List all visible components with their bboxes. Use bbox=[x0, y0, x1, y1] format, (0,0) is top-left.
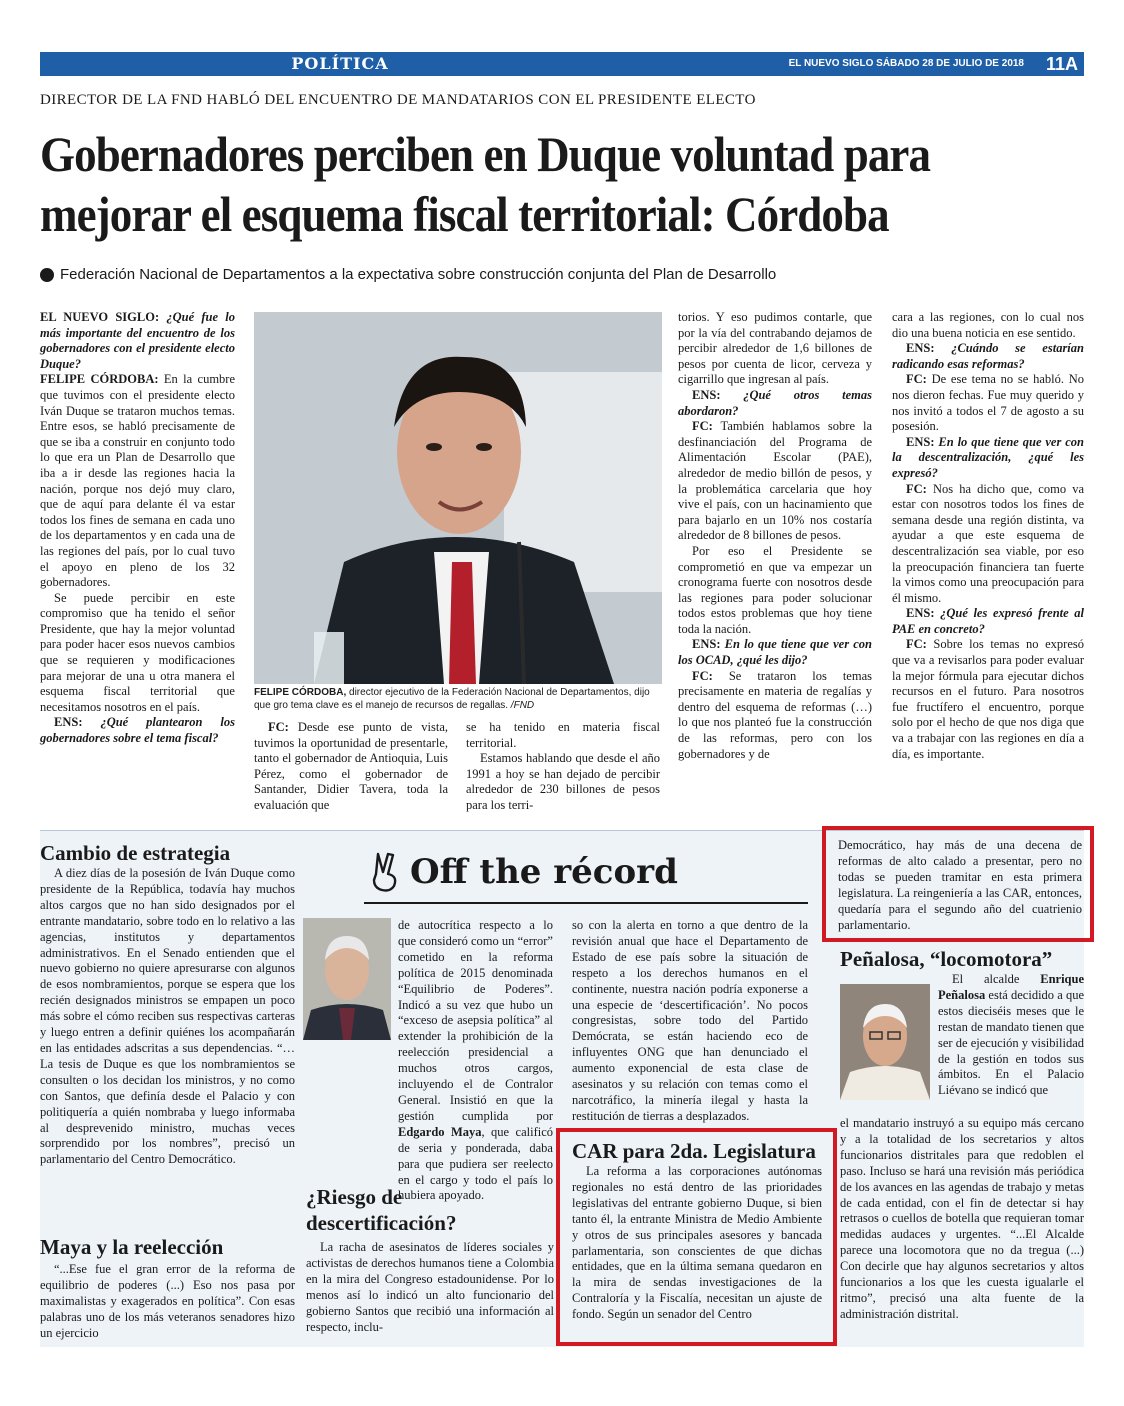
ens-label: ENS: bbox=[906, 606, 935, 621]
bullet-icon bbox=[40, 268, 54, 282]
fc-label: FC: bbox=[268, 720, 289, 734]
section-text-penalosa-a bbox=[938, 972, 1084, 1099]
off-the-record-title: Off the récord bbox=[410, 852, 678, 892]
paragraph: Estamos hablando que desde el año 1991 a hoy se han dejado de percibir alrededor de 230 billones de pesos para los terri- bbox=[466, 751, 660, 812]
headline-line-2: mejorar el esquema fiscal territorial: Córdoba bbox=[40, 186, 889, 242]
paragraph: “...Ese fue el gran error de la reforma de equilibrio de poderes (...) Eso nos pasa por maximalistas y exagerados en política”. Con esas palabras uno de los más veteranos senadores hizo un ejercicio bbox=[40, 1262, 295, 1340]
answer: Nos ha dicho que, como va estar con nosotros todos los fines de semana desde una región distinta, va ayudar a que este esquema de descentralización sea viable, por eso la preocupación financiera tan fuerte la vimos como una preocupación para él mismo. bbox=[892, 481, 1084, 605]
paragraph: torios. Y eso pudimos contarle, que por la vía del contrabando dejamos de percibir alrededor de 1,6 billones de pesos por cuenta de licor, cerveza y cigarrillo que ingresan al país. bbox=[678, 310, 872, 387]
fc-label: FC: bbox=[906, 637, 927, 652]
fc-label: FC: bbox=[906, 372, 927, 387]
section-title-maya: Maya y la reelección bbox=[40, 1235, 224, 1259]
answer: De ese tema no se habló. No nos dieron fechas. Fue muy querido y nos invitó a todos el 7 de agosto a su posesión. bbox=[892, 372, 1084, 434]
question: ¿Qué plantearon los gobernadores sobre el tema fiscal? bbox=[40, 715, 235, 746]
section-text-cambio bbox=[40, 866, 295, 1168]
ens-label: ENS: bbox=[692, 387, 721, 402]
ens-label: ENS: bbox=[692, 637, 721, 652]
section-text-riesgo-b bbox=[572, 918, 808, 1125]
caption-name: FELIPE CÓRDOBA, bbox=[254, 687, 347, 698]
caption-credit: /FND bbox=[508, 700, 535, 711]
portrait-illustration bbox=[254, 312, 662, 684]
edgardo-maya-photo bbox=[303, 918, 391, 1040]
question: En lo que tiene que ver con los OCAD, ¿qué les dijo? bbox=[678, 637, 872, 668]
section-text-maya-b bbox=[398, 918, 553, 1204]
section-band bbox=[40, 52, 1084, 76]
paragraph: Se puede percibir en este compromiso que ha tenido el señor Presidente, que hay la mejor voluntad para poder hacer esos nuevos cambios que se requieren y modificaciones para mejorar de una u otra manera el esquema fiscal territorial que necesitamos nosotros en el país. bbox=[40, 590, 235, 714]
paragraph: La racha de asesinatos de líderes sociales y activistas de derechos humanos tiene a Colombia en la mira del Congreso estadounidense. Por lo menos así lo indicó un alto funcionario del gobierno Santos que recibió una información al respecto, inclu- bbox=[306, 1240, 554, 1334]
paragraph: , que calificó de seria y ponderada, daba para que pudiera ser reelecto en el cargo y todo el país lo hubiera apoyado. bbox=[398, 1124, 553, 1203]
kicker: DIRECTOR DE LA FND HABLÓ DEL ENCUENTRO DE MANDATARIOS CON EL PRESIDENTE ELECTO bbox=[40, 92, 756, 108]
ens-label: ENS: bbox=[906, 434, 935, 449]
caption-text: director ejecutivo de la Federación Nacional de Departamentos, dijo que gro tema clave es el manejo de recursos de regallas. bbox=[254, 687, 650, 711]
paragraph: Por eso el Presidente se comprometió en que va empezar un cronograma fuerte con nosotros desde las regiones para poder solucionar todos estos problemas que hoy tiene toda la nación. bbox=[678, 543, 872, 636]
paragraph: el mandatario instruyó a su equipo más cercano y a la totalidad de los secretarios y altos funcionarios distritales para que redoblen el paso. Incluso se hará una revisión más periódica de los avances en las agendas de trabajo y metas de cada entidad, con el fin de detectar si hay retrasos o cuellos de botella que requieran tomar medidas audaces y urgentes. “...El Alcalde parece una locomotora que no da tregua (...) Con decirle que hay algunos secretarios y altos funcionarios a los que les cuesta igualarle el ritmo”, precisó una alta fuente de la administración distrital. bbox=[840, 1116, 1084, 1321]
section-text-maya-a bbox=[40, 1262, 295, 1342]
answer: Se trataron los temas precisamente en materia de regalías y dentro del esquema de reformas (…) lo que nos planteó fue la construcción de las reformas, pero con los gobernadores y de bbox=[678, 668, 872, 761]
paragraph: A diez días de la posesión de Iván Duque como presidente de la República, todavía hay muchos altos cargos que no han sido designados por el entrante mandatario, sobre todo en lo relativo a las agencias, institutos y departamentos administrativos. En el Senado entienden que el nuevo gobierno no quiere apresurarse con algunos de esos nombramientos, porque se espera que los recién designados ministros se empapen un poco más sobre el cómo reciben sus respectivas carteras y luego entren a definir quiénes los acompañarán en las entidades adscritas a sus dependencias. “…La tesis de Duque es que los nombramientos se consulten o los decidan los ministros, y no como con Santos, que definía desde el Palacio y con politiquería a quién nombraba y luego informaba al desprevenido ministro, muchas veces sorprendido por los nombres”, precisó un parlamentario del Centro Democrático. bbox=[40, 866, 295, 1167]
paragraph: se ha tenido en materia fiscal territorial. bbox=[466, 720, 660, 750]
paragraph: de autocrítica respecto a lo que consideró como un “error” cometido en la reforma política de 2015 denominada “Equilibrio de Poderes”. Indicó a su vez que hubo un “exceso de asepsia política” al extender la prohibición de la reelección presidencial a muchos otros cargos, incluyendo el de Contralor General. Insistió en que la gestión cumplida por bbox=[398, 918, 553, 1123]
paragraph: so con la alerta en torno a que dentro de la revisión anual que hace el Departamento de Estado de ese país sobre la situación de respeto a los derechos humanos en el continente, nuestra nación podría exponerse a una especie de ‘descertificación’. No pocos congresistas, sobre todo del Partido Demócrata, se están haciendo eco de influyentes ONG que han denunciado el aumento exponencial de esta clase de asesinatos y su relación con temas como el narcotráfico, la minería ilegal y hasta la restitución de tierras a desplazados. bbox=[572, 918, 808, 1123]
paragraph: La reforma a las corporaciones autónomas regionales no está dentro de las prioridades legislativas del entrante gobierno Duque, si bien tanto él, la entrante Ministra de Medio Ambiente y otros de sus principales asesores y bancada parlamentaria, son conscientes de que dichas entidades, que en la última semana quedaron en la mira de sendas investigaciones de la Contraloría y la Fiscalía, necesitan un ajuste de fondo. Según un senador del Centro bbox=[572, 1164, 822, 1322]
section-text-car bbox=[572, 1164, 822, 1323]
interview-column-5 bbox=[892, 310, 1084, 762]
paper-date: EL NUEVO SIGLO SÁBADO 28 DE JULIO DE 2018 bbox=[788, 58, 1024, 69]
bold-name: Edgardo Maya bbox=[398, 1124, 482, 1139]
fc-label: FC: bbox=[692, 668, 713, 683]
page-number: 11A bbox=[1045, 54, 1078, 74]
section-text-riesgo-a bbox=[306, 1240, 554, 1335]
ens-label: ENS: bbox=[906, 341, 935, 356]
section-title-car: CAR para 2da. Legislatura bbox=[572, 1139, 816, 1163]
ens-label: ENS: bbox=[54, 715, 83, 730]
section-title-riesgo: ¿Riesgo de descertificación? bbox=[306, 1185, 457, 1235]
bold-name: Enrique Peñalosa bbox=[938, 972, 1084, 1002]
interview-column-2 bbox=[254, 720, 448, 814]
felipe-cordoba-photo bbox=[254, 312, 662, 684]
paragraph: Democrático, hay más de una decena de reformas de alto calado a presentar, pero no todas se pueden tramitar en esta primera legislatura. La reingeniería a las CAR, entonces, quedaría para el segundo año del cuatrienio parlamentario. bbox=[838, 838, 1082, 932]
answer: En la cumbre que tuvimos con el presidente electo Iván Duque se trataron muchos temas. Entre esos, se habló precisamente de que se iba a construir en conjunto todo lo que era un Plan de Desarrollo que iba a ir desde las regiones hacia la nación, porque nos dejó muy claro, que de aquí para delante él va estar todos los fines de semana en cada uno de los departamentos y en cada una de las regiones del país, por lo cual tuvo el apoyo en pleno de los 32 gobernadores. bbox=[40, 372, 236, 590]
paragraph: El alcalde bbox=[952, 972, 1041, 986]
paragraph: está decidido a que estos dieciséis meses que le restan de mandato tienen que ser de ejecución y visibilidad de la gestión en todos sus ámbitos. En el Palacio Liévano se indicó que bbox=[938, 987, 1084, 1098]
question: ¿Qué fue lo más importante del encuentro de los gobernadores con el presidente electo Duque? bbox=[40, 310, 236, 371]
paragraph: cara a las regiones, con lo cual nos dio una buena noticia en ese sentido. bbox=[892, 310, 1084, 340]
answer: Sobre los temas no expresó que va a revisarlos para poder evaluar la mejor fórmula para ejecutar dichos recursos en el futuro. Para nosotros fue fructífero el encuentro, porque solo por el hecho de que nos diga que va a trabajar con las regiones en día a día, es importante. bbox=[892, 637, 1084, 761]
victory-hand-icon bbox=[368, 852, 404, 892]
interviewee-label: FELIPE CÓRDOBA: bbox=[40, 372, 159, 387]
section-name: POLÍTICA bbox=[291, 54, 389, 73]
question: ¿Qué otros temas abordaron? bbox=[678, 387, 872, 418]
section-text-car-continued bbox=[838, 838, 1082, 933]
interview-column-4 bbox=[678, 310, 872, 762]
headline bbox=[40, 124, 1084, 244]
interview-column-3 bbox=[466, 720, 660, 814]
subhead: Federación Nacional de Departamentos a la expectativa sobre construcción conjunta del Plan de Desarrollo bbox=[60, 266, 777, 283]
interviewer-label: EL NUEVO SIGLO: bbox=[40, 310, 160, 324]
fc-label: FC: bbox=[692, 419, 713, 434]
enrique-penalosa-photo bbox=[840, 984, 930, 1100]
answer: También hablamos sobre la desfinanciación del Programa de Alimentación Escolar (PAE), alrededor de medio billón de pesos, y la problemática carcelaria que hoy vive el país, con un hacinamiento que para bajarlo en un 10% nos costaría alrededor de 8 billones de pesos. bbox=[678, 419, 872, 543]
photo-caption bbox=[254, 686, 664, 712]
interview-column-1 bbox=[40, 310, 235, 747]
question: ¿Cuándo se estarían radicando esas reformas? bbox=[892, 341, 1084, 371]
divider bbox=[364, 902, 808, 904]
question: En lo que tiene que ver con la descentralización, ¿qué les expresó? bbox=[892, 434, 1084, 480]
question: ¿Qué les expresó frente al PAE en concreto? bbox=[892, 606, 1084, 636]
headline-line-1: Gobernadores perciben en Duque voluntad para bbox=[40, 126, 931, 182]
section-text-penalosa-b bbox=[840, 1116, 1084, 1323]
section-title-cambio: Cambio de estrategia bbox=[40, 841, 231, 865]
answer: Desde ese punto de vista, tuvimos la oportunidad de presentarle, tanto el gobernador de Antioquia, Luis Pérez, como el gobernador de Santander, Didier Tavera, toda la evaluación que bbox=[254, 720, 448, 812]
section-title-penalosa: Peñalosa, “locomotora” bbox=[840, 947, 1053, 971]
fc-label: FC: bbox=[906, 481, 927, 496]
